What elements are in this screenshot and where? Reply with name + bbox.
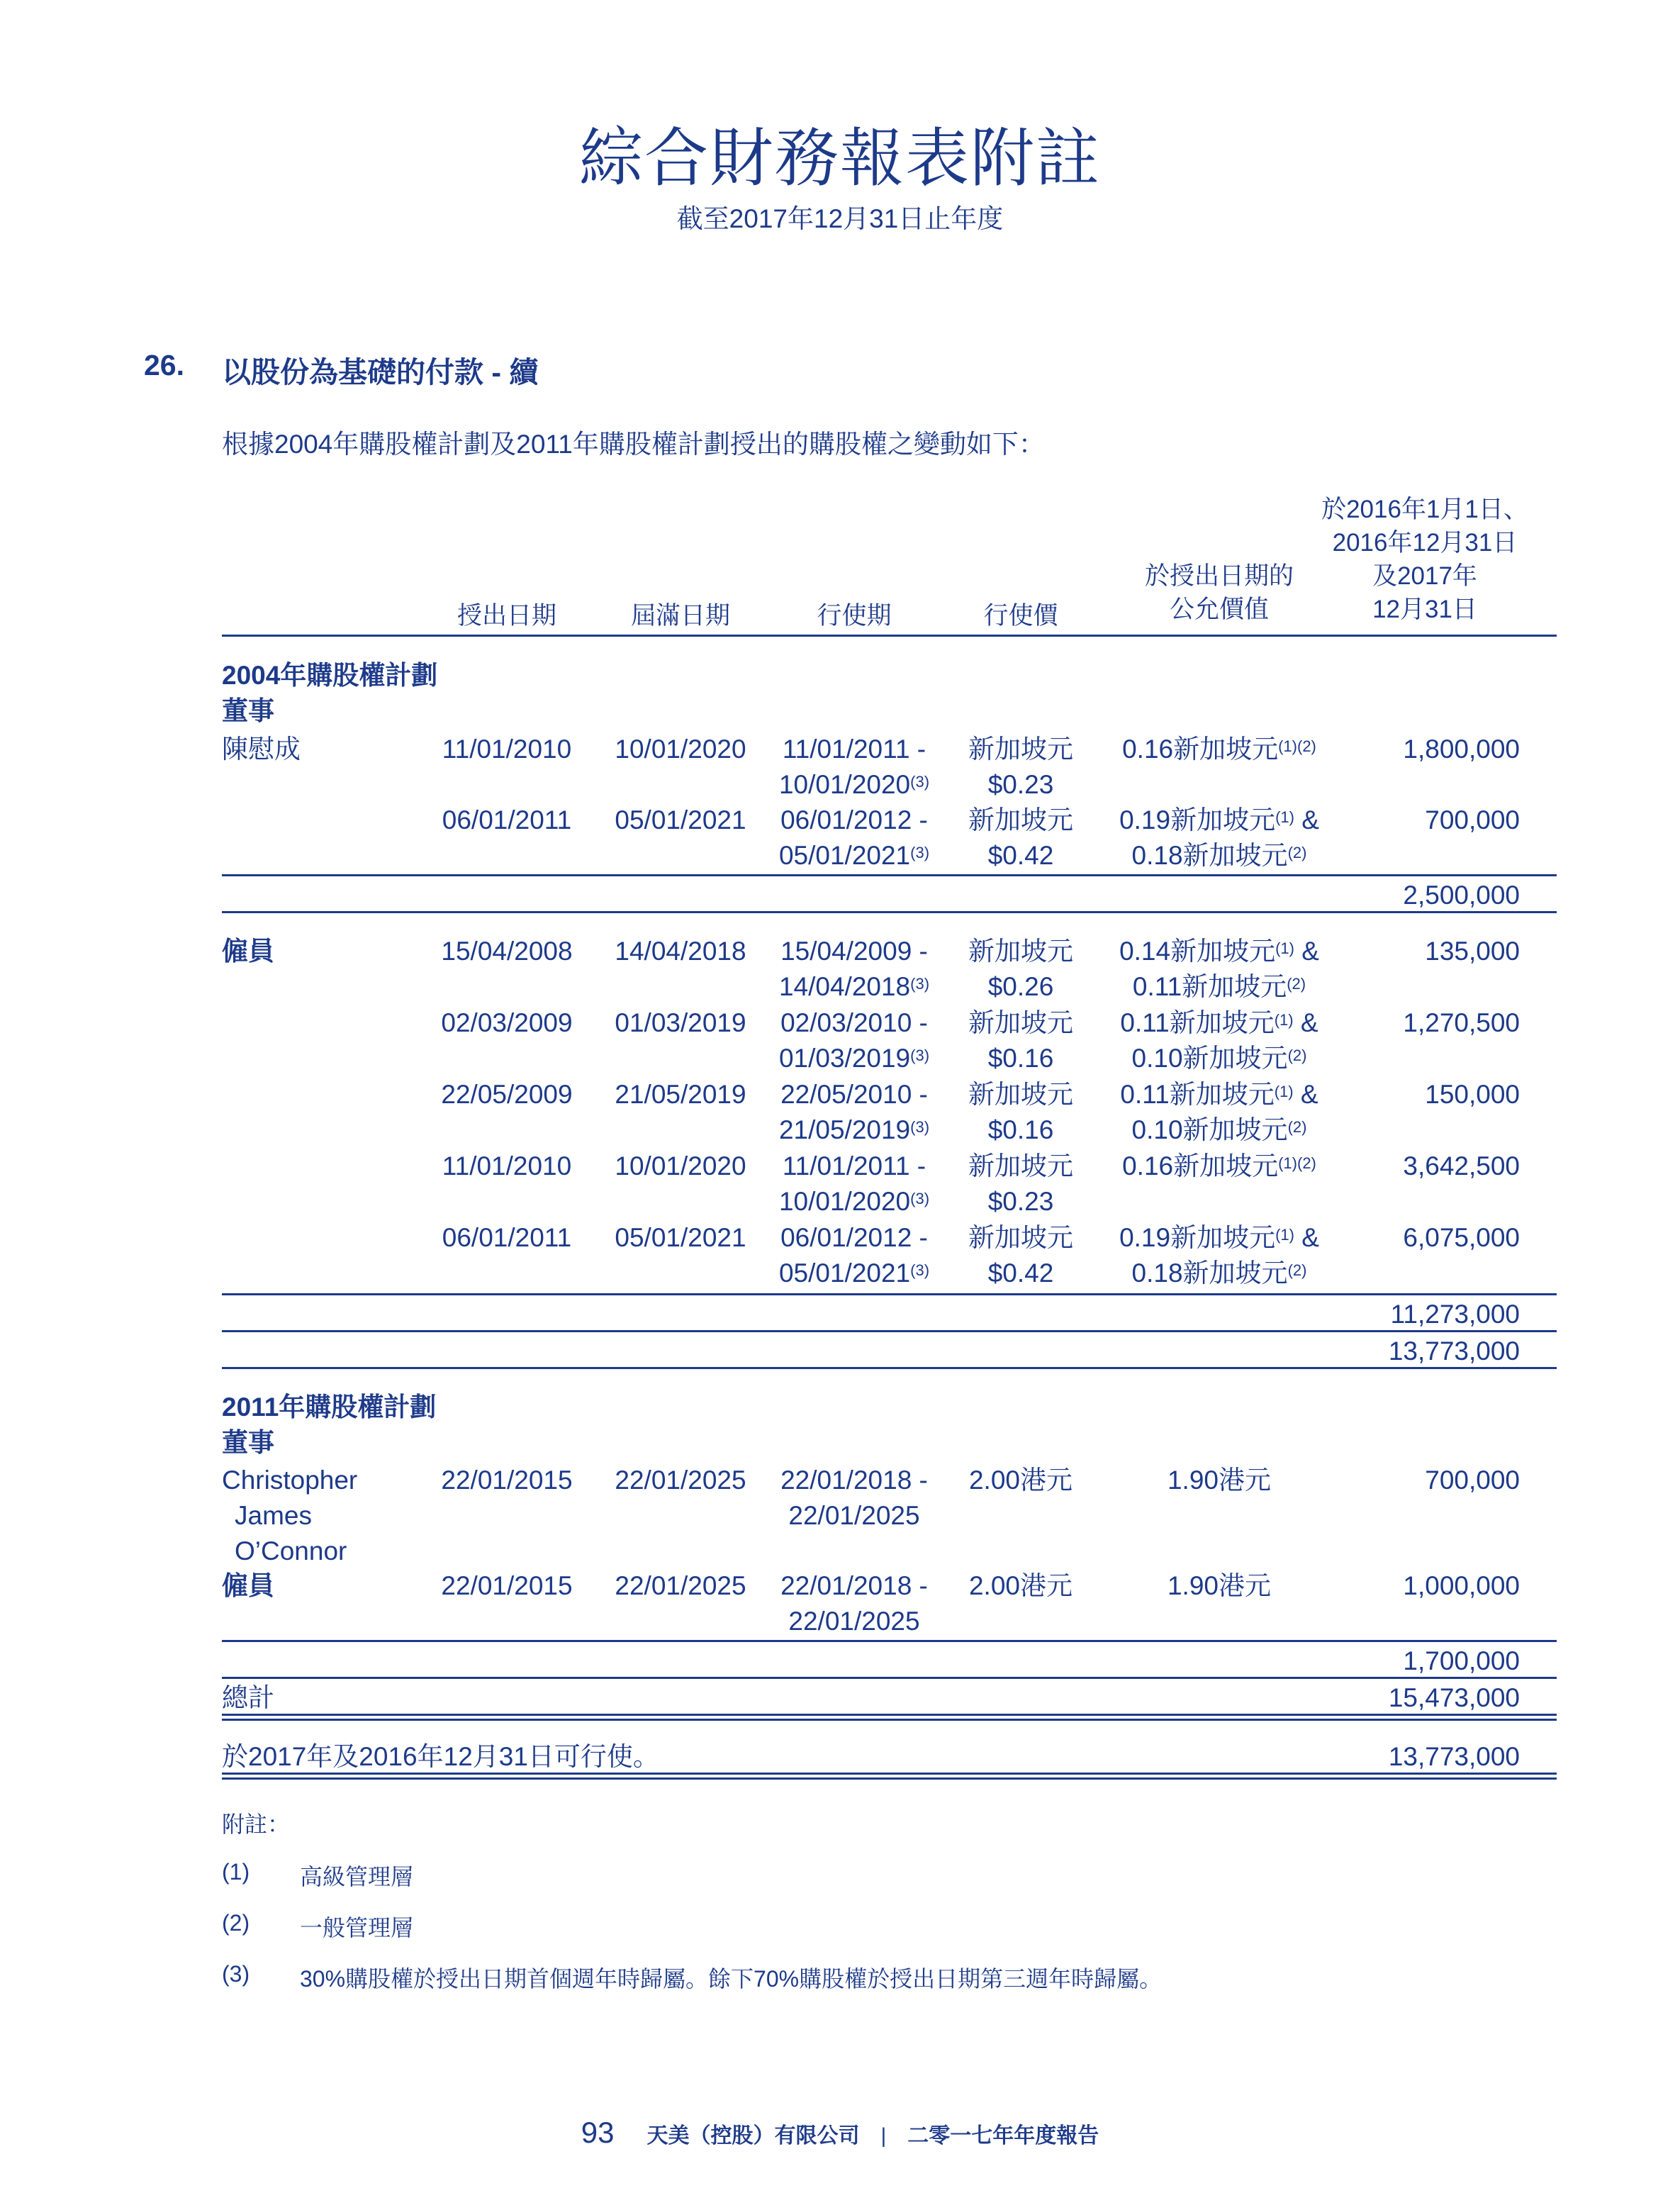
director-name-line: O’Connor xyxy=(235,1536,347,1565)
exercise-period xyxy=(773,732,936,803)
exercise-period xyxy=(773,1463,936,1534)
header-balance-line: 2016年12月31日 xyxy=(1332,529,1518,557)
fair-value-amount: 0.18新加坡元 xyxy=(1131,1258,1288,1288)
fair-value-amount: 0.16新加坡元 xyxy=(1122,735,1279,764)
exercise-price-currency: 新加坡元 xyxy=(968,937,1073,966)
subtotal-rule xyxy=(222,911,1557,913)
footnote-ref: (1) xyxy=(1275,939,1294,957)
fair-value-line xyxy=(1106,803,1333,838)
exercise-price-value: $0.42 xyxy=(987,841,1054,870)
fair-value-line xyxy=(1106,1112,1333,1148)
exercise-price-currency: 新加坡元 xyxy=(968,1008,1073,1037)
footnote-ref: (1)(2) xyxy=(1278,737,1316,755)
exercise-price-currency: 新加坡元 xyxy=(968,1223,1073,1252)
header-exercise-period: 行使期 xyxy=(817,602,892,630)
fair-value-amount: 0.11新加坡元 xyxy=(1120,1080,1275,1109)
exercise-price-currency: 新加坡元 xyxy=(968,1151,1073,1180)
footnote-ref: (3) xyxy=(910,1261,930,1279)
number-of-options: 700,000 xyxy=(1425,805,1520,835)
fair-value-amount: 0.10新加坡元 xyxy=(1131,1044,1288,1073)
subtotal-rule xyxy=(222,874,1557,876)
exercise-price-currency: 新加坡元 xyxy=(968,735,1073,764)
number-of-options: 6,075,000 xyxy=(1403,1223,1520,1252)
fair-value xyxy=(1106,934,1333,1005)
fair-value-amount: 0.11新加坡元 xyxy=(1132,972,1287,1001)
total-rule xyxy=(222,1367,1557,1369)
fair-value xyxy=(1106,732,1333,767)
exercise-price: 2.00港元 xyxy=(968,1466,1073,1495)
directors-subtotal: 2,500,000 xyxy=(1403,881,1520,910)
fair-value-line xyxy=(1106,1041,1333,1076)
exercise-period-start: 06/01/2012 - xyxy=(780,805,928,835)
number-of-options: 1,000,000 xyxy=(1403,1571,1520,1600)
exercise-price: 2.00港元 xyxy=(968,1571,1073,1600)
exercise-period-start: 22/05/2010 - xyxy=(780,1080,928,1109)
exercise-price xyxy=(957,803,1085,873)
number-of-options: 1,800,000 xyxy=(1403,735,1520,764)
footnote-ref: (1) xyxy=(1275,1226,1294,1244)
header-balance-line: 12月31日 xyxy=(1372,596,1477,623)
header-fair-value-line: 公允價值 xyxy=(1169,596,1269,623)
exercise-period-end xyxy=(773,969,936,1005)
footnote-ref: (2) xyxy=(1287,844,1307,861)
header-expiry-date: 屆滿日期 xyxy=(630,602,730,630)
exercise-period xyxy=(773,934,936,1005)
header-balance-line: 及2017年 xyxy=(1372,562,1477,590)
exercise-period-end-date: 01/03/2019 xyxy=(778,1044,911,1073)
grand-total-label: 總計 xyxy=(222,1683,274,1712)
exercise-period-end: 22/01/2025 xyxy=(788,1607,920,1636)
expiry-date: 05/01/2021 xyxy=(615,1223,746,1252)
footer-company: 天美（控股）有限公司 xyxy=(646,2124,860,2148)
exercise-period-start: 11/01/2011 - xyxy=(782,1151,926,1180)
page-title: 綜合財務報表附註 xyxy=(579,123,1101,194)
fair-value: 1.90港元 xyxy=(1167,1571,1271,1600)
exercise-price-value: $0.16 xyxy=(987,1115,1054,1144)
exercise-price xyxy=(957,732,1085,803)
subtotal-rule xyxy=(222,1293,1557,1295)
expiry-date: 01/03/2019 xyxy=(615,1008,746,1037)
number-of-options: 1,270,500 xyxy=(1403,1008,1520,1037)
grant-date: 22/01/2015 xyxy=(441,1571,573,1600)
exercise-period-end-date: 05/01/2021 xyxy=(778,1258,911,1288)
note-number: (3) xyxy=(222,1961,250,1987)
exercise-period-end xyxy=(773,767,936,803)
exercise-period-end: 22/01/2025 xyxy=(788,1501,920,1530)
fair-value-line xyxy=(1106,1077,1333,1112)
fair-value-amount: 0.10新加坡元 xyxy=(1131,1115,1288,1144)
expiry-date: 10/01/2020 xyxy=(615,735,746,764)
exercise-period xyxy=(773,1149,936,1219)
exercisable-value: 13,773,000 xyxy=(1388,1742,1520,1771)
exercise-period xyxy=(773,1077,936,1148)
footnote-ref: (3) xyxy=(910,1190,930,1207)
fair-value xyxy=(1106,803,1333,873)
section-number: 26. xyxy=(144,349,184,381)
fair-value-line xyxy=(1106,969,1333,1005)
exercise-period-end-date: 05/01/2021 xyxy=(778,841,911,870)
fair-value-line xyxy=(1106,732,1333,767)
note-text: 30%購股權於授出日期首個週年時歸屬。餘下70%購股權於授出日期第三週年時歸屬。 xyxy=(300,1966,1163,1992)
fair-value-suffix: & xyxy=(1293,1008,1318,1037)
grand-total-value: 15,473,000 xyxy=(1388,1683,1520,1712)
header-rule xyxy=(222,635,1557,637)
director-name: 陳慰成 xyxy=(222,735,301,764)
fair-value xyxy=(1106,1077,1333,1148)
footnote-ref: (1)(2) xyxy=(1278,1154,1316,1172)
header-grant-date: 授出日期 xyxy=(457,602,556,630)
footnote-ref: (3) xyxy=(910,844,930,861)
exercise-price-currency: 新加坡元 xyxy=(968,1080,1073,1109)
grant-date: 22/01/2015 xyxy=(441,1466,573,1495)
number-of-options: 135,000 xyxy=(1425,937,1520,966)
page-number: 93 xyxy=(581,2116,615,2149)
note-number: (1) xyxy=(222,1859,250,1885)
footnote-ref: (2) xyxy=(1287,975,1306,993)
exercisable-label: 於2017年及2016年12月31日可行使。 xyxy=(222,1742,659,1771)
exercise-period-start: 15/04/2009 - xyxy=(780,937,928,966)
page-subtitle: 截至2017年12月31日止年度 xyxy=(676,204,1004,233)
footnote-ref: (1) xyxy=(1275,808,1294,826)
fair-value-line xyxy=(1106,934,1333,969)
exercise-period-end-date: 10/01/2020 xyxy=(778,1187,911,1216)
fair-value-line xyxy=(1106,1005,1333,1041)
exercise-price xyxy=(957,1149,1085,1219)
grant-date: 22/05/2009 xyxy=(441,1080,573,1109)
fair-value-suffix: & xyxy=(1293,1080,1318,1109)
expiry-date: 14/04/2018 xyxy=(615,937,746,966)
number-of-options: 150,000 xyxy=(1425,1080,1520,1109)
exercise-period-end-date: 21/05/2019 xyxy=(778,1115,911,1144)
fair-value: 1.90港元 xyxy=(1167,1466,1271,1495)
plan-2004-total: 13,773,000 xyxy=(1388,1336,1520,1366)
expiry-date: 22/01/2025 xyxy=(615,1571,746,1600)
exercise-period xyxy=(773,803,936,873)
header-fair-value-line: 於授出日期的 xyxy=(1144,562,1294,590)
footer-separator: | xyxy=(880,2124,887,2148)
plan-2011-title: 2011年購股權計劃 xyxy=(222,1392,437,1422)
exercise-period-end xyxy=(773,1041,936,1076)
grant-date: 11/01/2010 xyxy=(442,1151,572,1180)
fair-value-suffix: & xyxy=(1294,1223,1319,1252)
header-fair-value xyxy=(1106,559,1333,626)
header-exercise-price: 行使價 xyxy=(983,602,1058,630)
grant-date: 11/01/2010 xyxy=(442,735,572,764)
exercise-price-value: $0.26 xyxy=(987,972,1054,1001)
section-title: 以股份為基礎的付款 - 續 xyxy=(222,356,539,389)
fair-value xyxy=(1106,1149,1333,1184)
exercise-price xyxy=(957,1220,1085,1291)
exercise-period-start: 11/01/2011 - xyxy=(782,735,926,764)
footnote-ref: (3) xyxy=(910,1118,930,1136)
footnote-ref: (3) xyxy=(910,975,930,993)
fair-value xyxy=(1106,1005,1333,1076)
exercise-period-start: 02/03/2010 - xyxy=(780,1008,928,1037)
exercise-price-value: $0.42 xyxy=(987,1258,1054,1288)
fair-value xyxy=(1106,1220,1333,1291)
plan-2011-directors-label: 董事 xyxy=(222,1428,274,1457)
expiry-date: 10/01/2020 xyxy=(615,1151,746,1180)
fair-value-suffix: & xyxy=(1294,805,1319,835)
exercise-period-start: 22/01/2018 - xyxy=(780,1571,928,1600)
fair-value-line xyxy=(1106,1149,1333,1184)
exercise-period xyxy=(773,1005,936,1076)
exercise-period-end xyxy=(773,1256,936,1291)
footnote-ref: (2) xyxy=(1287,1261,1307,1279)
footnote-ref: (2) xyxy=(1287,1118,1307,1136)
exercise-price-value: $0.23 xyxy=(987,770,1054,799)
exercise-period-end-date: 10/01/2020 xyxy=(778,770,911,799)
exercise-period xyxy=(773,1568,936,1639)
section-intro: 根據2004年購股權計劃及2011年購股權計劃授出的購股權之變動如下： xyxy=(222,430,1045,459)
expiry-date: 05/01/2021 xyxy=(615,805,746,835)
fair-value-line xyxy=(1106,838,1333,873)
subtotal-rule xyxy=(222,1677,1557,1679)
expiry-date: 21/05/2019 xyxy=(615,1080,746,1109)
exercise-period-start: 22/01/2018 - xyxy=(780,1466,928,1495)
number-of-options: 3,642,500 xyxy=(1403,1151,1520,1180)
director-name-line: Christopher xyxy=(222,1466,358,1495)
subtotal-rule xyxy=(222,1330,1557,1332)
exercise-period-end xyxy=(773,1112,936,1148)
plan-2004-directors-label: 董事 xyxy=(222,696,274,725)
exercisable-rule xyxy=(222,1773,1557,1780)
footnote-ref: (2) xyxy=(1287,1046,1307,1064)
exercise-period-end xyxy=(773,838,936,873)
grant-date: 02/03/2009 xyxy=(441,1008,573,1037)
note-number: (2) xyxy=(222,1910,250,1936)
grant-date: 15/04/2008 xyxy=(441,937,573,966)
subtotal-rule xyxy=(222,1640,1557,1642)
note-text: 一般管理層 xyxy=(300,1915,414,1941)
director-name xyxy=(222,1463,357,1569)
exercise-period xyxy=(773,1220,936,1291)
exercise-period-end xyxy=(773,1184,936,1219)
plan-2011-employees-label: 僱員 xyxy=(222,1571,274,1600)
plan-2004-title: 2004年購股權計劃 xyxy=(222,661,438,690)
fair-value-line xyxy=(1106,1256,1333,1291)
exercise-price xyxy=(957,1077,1085,1148)
employees-subtotal: 11,273,000 xyxy=(1390,1300,1520,1329)
footnote-ref: (1) xyxy=(1274,1083,1294,1100)
fair-value-amount: 0.14新加坡元 xyxy=(1119,937,1276,966)
page-footer xyxy=(0,2116,1680,2150)
fair-value-amount: 0.11新加坡元 xyxy=(1120,1008,1275,1037)
fair-value-amount: 0.19新加坡元 xyxy=(1119,1223,1276,1252)
grant-date: 06/01/2011 xyxy=(442,805,572,835)
notes-heading: 附註： xyxy=(222,1812,291,1837)
plan-2011-total: 1,700,000 xyxy=(1403,1646,1520,1675)
fair-value-line xyxy=(1106,1220,1333,1256)
number-of-options: 700,000 xyxy=(1425,1466,1520,1495)
footnote-ref: (1) xyxy=(1274,1011,1294,1029)
exercise-price xyxy=(957,1005,1085,1076)
expiry-date: 22/01/2025 xyxy=(615,1466,746,1495)
fair-value-amount: 0.18新加坡元 xyxy=(1131,841,1288,870)
exercise-price-value: $0.23 xyxy=(987,1187,1054,1216)
grand-total-rule xyxy=(222,1714,1557,1721)
fair-value-amount: 0.19新加坡元 xyxy=(1119,805,1276,835)
header-balance xyxy=(1318,493,1531,626)
exercise-period-end-date: 14/04/2018 xyxy=(778,972,911,1001)
exercise-price xyxy=(957,934,1085,1005)
footnote-ref: (3) xyxy=(910,773,930,791)
plan-2004-employees-label: 僱員 xyxy=(222,937,274,966)
header-balance-line: 於2016年1月1日、 xyxy=(1321,496,1528,523)
footnote-ref: (3) xyxy=(910,1046,930,1064)
director-name-line: James xyxy=(235,1501,312,1530)
exercise-price-value: $0.16 xyxy=(987,1044,1054,1073)
exercise-price-currency: 新加坡元 xyxy=(968,805,1073,835)
grant-date: 06/01/2011 xyxy=(442,1223,572,1252)
note-text: 高級管理層 xyxy=(300,1864,414,1890)
exercise-period-start: 06/01/2012 - xyxy=(780,1223,928,1252)
footer-report: 二零一七年年度報告 xyxy=(907,2124,1099,2148)
fair-value-amount: 0.16新加坡元 xyxy=(1122,1151,1279,1180)
fair-value-suffix: & xyxy=(1294,937,1319,966)
